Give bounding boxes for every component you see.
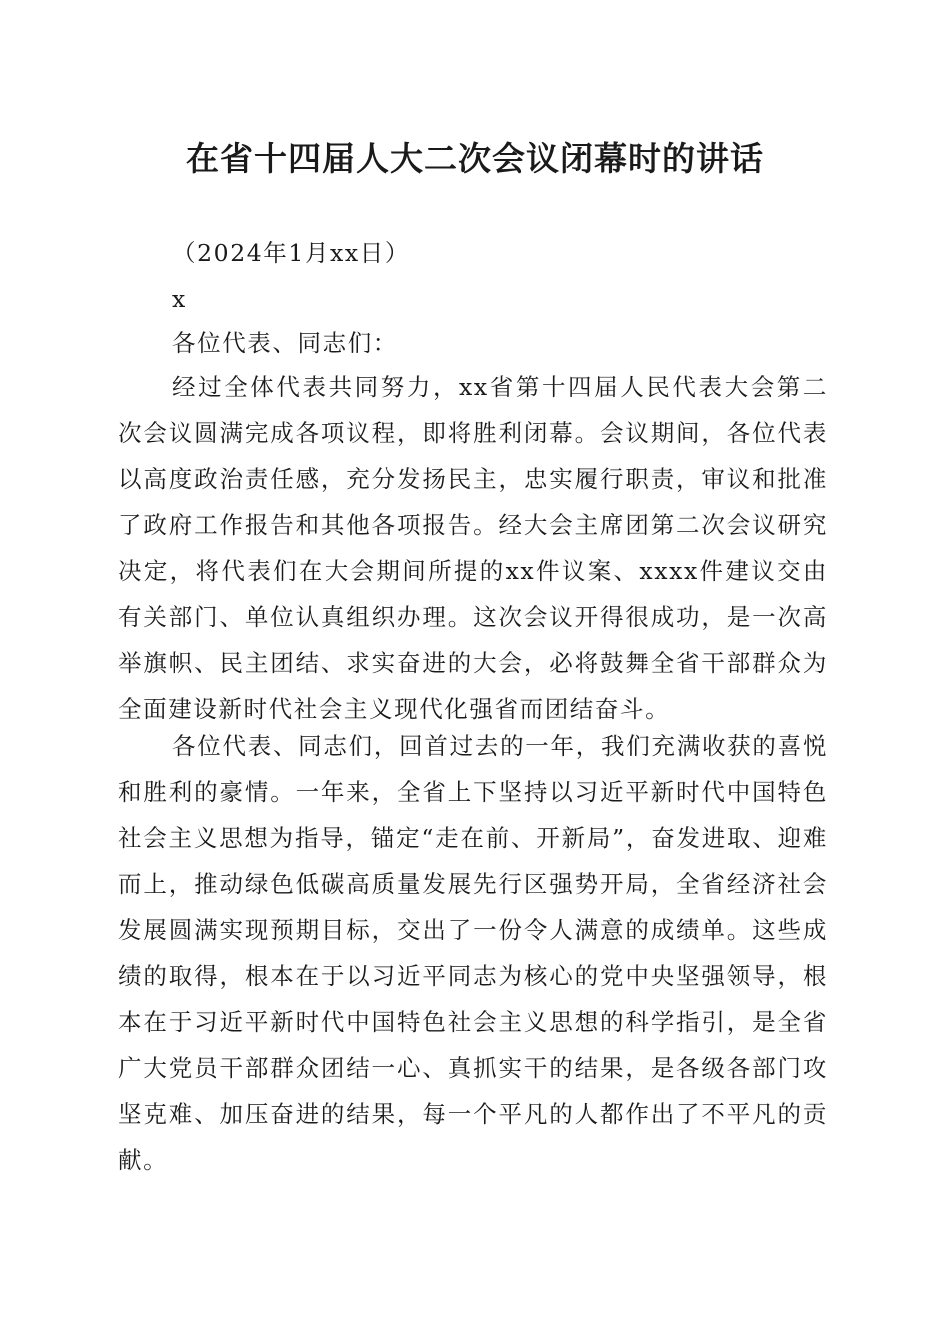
salutation: 各位代表、同志们：: [172, 329, 398, 357]
paragraph-1: 经过全体代表共同努力，xx省第十四届人民代表大会第二次会议圆满完成各项议程，即将胜利闭幕。会议期间，各位代表以高度政治责任感，充分发扬民主，忠实履行职责，审议和批准了政府工作报告和其他各项报告。经大会主席团第二次会议研究决定，将代表们在大会期间所提的xx件议案、xxxx件建议交由有关部门、单位认真组织办理。这次会议开得很成功，是一次高举旗帜、民主团结、求实奋进的大会，必将鼓舞全省干部群众为全面建设新时代社会主义现代化强省而团结奋斗。: [118, 373, 828, 723]
paragraph-2: 各位代表、同志们，回首过去的一年，我们充满收获的喜悦和胜利的豪情。一年来，全省上下坚持以习近平新时代中国特色社会主义思想为指导，锚定“走在前、开新局”，奋发进取、迎难而上，推动绿色低碳高质量发展先行区强势开局，全省经济社会发展圆满实现预期目标，交出了一份令人满意的成绩单。这些成绩的取得，根本在于以习近平同志为核心的党中央坚强领导，根本在于习近平新时代中国特色社会主义思想的科学指引，是全省广大党员干部群众团结一心、真抓实干的结果，是各级各部门攻坚克难、加压奋进的结果，每一个平凡的人都作出了不平凡的贡献。: [118, 732, 828, 1174]
document-title: 在省十四届人大二次会议闭幕时的讲话: [186, 139, 764, 178]
date-line: （2024年1月xx日）: [172, 239, 410, 267]
speaker-placeholder: x: [172, 285, 187, 313]
